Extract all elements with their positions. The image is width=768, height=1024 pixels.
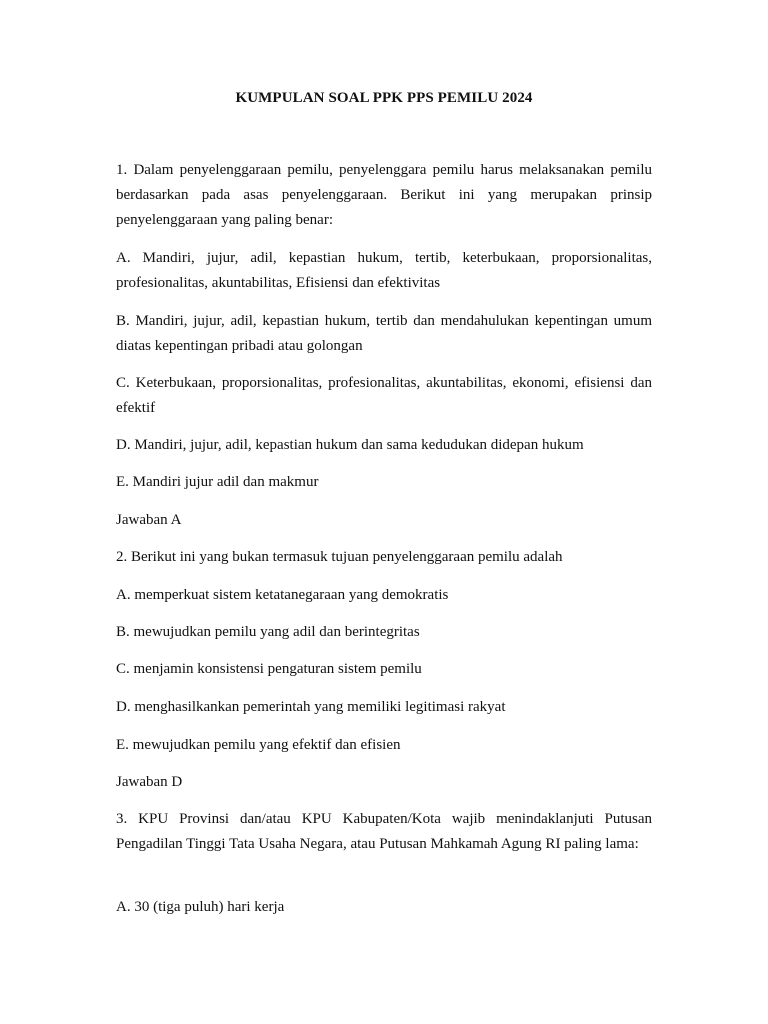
question-1-option-a: A. Mandiri, jujur, adil, kepastian hukum, tertib, keterbukaan, proporsionalitas, profesionalitas, akuntabilitas, Efisiensi dan efektivitas [116, 250, 652, 291]
question-3-text: 3. KPU Provinsi dan/atau KPU Kabupaten/Kota wajib menindaklanjuti Putusan Pengadilan Tinggi Tata Usaha Negara, atau Putusan Mahkamah Agung RI paling lama: [116, 811, 652, 852]
question-2-option-b: B. mewujudkan pemilu yang adil dan berintegritas [116, 624, 420, 640]
question-2-text: 2. Berikut ini yang bukan termasuk tujuan penyelenggaraan pemilu adalah [116, 549, 563, 565]
question-1-text: 1. Dalam penyelenggaraan pemilu, penyelenggara pemilu harus melaksanakan pemilu berdasarkan pada asas penyelenggaraan. Berikut ini yang merupakan prinsip penyelenggaraan yang paling benar: [116, 162, 652, 228]
question-1-option-e: E. Mandiri jujur adil dan makmur [116, 474, 319, 490]
question-2-option-d: D. menghasilkankan pemerintah yang memiliki legitimasi rakyat [116, 699, 506, 715]
question-2-option-e: E. mewujudkan pemilu yang efektif dan efisien [116, 737, 401, 753]
question-1-option-c: C. Keterbukaan, proporsionalitas, profesionalitas, akuntabilitas, ekonomi, efisiensi dan efektif [116, 375, 652, 416]
question-2-answer: Jawaban D [116, 774, 183, 790]
question-2-option-c: C. menjamin konsistensi pengaturan sistem pemilu [116, 661, 422, 677]
question-3-option-a: A. 30 (tiga puluh) hari kerja [116, 899, 285, 915]
question-2-option-a: A. memperkuat sistem ketatanegaraan yang demokratis [116, 587, 449, 603]
question-1-answer: Jawaban A [116, 512, 182, 528]
document-title: KUMPULAN SOAL PPK PPS PEMILU 2024 [235, 90, 533, 106]
question-1-option-d: D. Mandiri, jujur, adil, kepastian hukum dan sama kedudukan didepan hukum [116, 437, 584, 453]
question-1-option-b: B. Mandiri, jujur, adil, kepastian hukum, tertib dan mendahulukan kepentingan umum diatas kepentingan pribadi atau golongan [116, 313, 652, 354]
